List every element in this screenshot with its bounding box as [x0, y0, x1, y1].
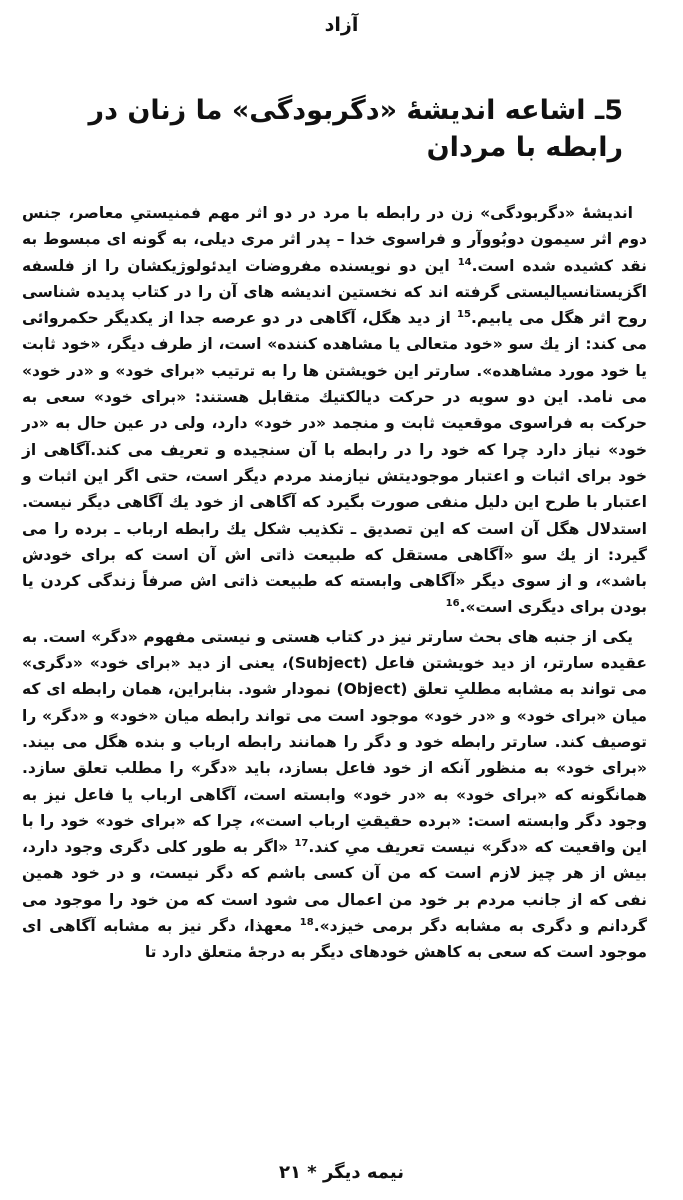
footnote-marker: 18 — [299, 916, 314, 928]
paragraph-text: معهذا، دگر نیز به مشابه آگاهی ای موجود است که سعی به کاهش خودهای دیگر به درجهٔ متعلق دارد تا — [22, 917, 647, 962]
paragraph-text: از دید هگل، آگاهی در دو عرصه جدا از یکدیگر حکمروائی می کند: از یك سو «خود متعالی یا مشاهده کننده» است، از طرف دیگر، «خود ثابت یا خود مورد مشاهده». سارتر این خویشتن ها را به ترتیب «برای خود» و «در خود» می نامد. این دو سویه در حرکت دیالکتیك متقابل هستند: «برای خود» سعی به حرکت به فراسوی موقعیت ثابت و منجمد «در خود» دارد، ولی در عین حال به «در خود» نیاز دارد چرا که خود را در رابطه با آن سنجیده و تعریف می کند.آگاهی از خود برای اثبات و اعتبار موجودیتش نیازمند مردم دیگر است، حتی اگر این اثبات و اعتبار با طرح این دلیل منفی صورت بگیرد که آگاهی از خود یك آگاهی دیگر نیست. استدلال هگل آن است که این تصدیق ـ تکذیب شکل یك رابطه ارباب ـ برده را می گیرد: از یك سو «آگاهی مستقل که طبیعت ذاتی اش آن است که برای خودش باشد»، و از سوی دیگر «آگاهی وابسته که طبیعت ذاتی اش صرفاً زندگی کردن یا بودن برای دیگری است». — [22, 309, 647, 617]
paragraph — [22, 624, 647, 966]
paragraph-text: «اگر به طور کلی دگری وجود دارد، بیش از هر چیز لازم است که من آن کسی باشم که دگر نیست، و در خود همین نفی که از جانب مردم بر خود من اعمال می شود است که من خود را موجود می گردانم و دگری به مشابه دگر برمی خیزد». — [22, 838, 647, 936]
section-heading: 5ـ اشاعه اندیشهٔ «دگربودگی» ما زنان در رابطه با مردان — [88, 95, 623, 163]
body-text — [22, 200, 647, 966]
footnote-marker: 14 — [457, 256, 472, 268]
footnote-marker: 16 — [445, 598, 460, 610]
paragraph-text: اندیشهٔ «دگربودگی» زن در رابطه با مرد در دو اثر مهم فمنیستیِ معاصر، جنس دوم اثر سیمون دوبُووآر و فراسوی خدا – پدر اثر مری دیلی، به گونه ای مبسوط به نقد کشیده شده است. — [22, 204, 647, 275]
paragraph-text: این دو نویسنده مفروضات ایدئولوژیکشان را از فلسفه اگزیستانسیالیستی گرفته اند که نخستین اندیشه های آن را در کتاب پدیده شناسی روح اثر هگل می یابیم. — [22, 256, 648, 328]
running-header: آزاد — [324, 14, 359, 36]
footnote-marker: 15 — [457, 309, 471, 321]
paragraph-text: یکی از جنبه های بحث سارتر نیز در کتاب هستی و نیستی مفهوم «دگر» است. به عقیده سارتر، از دید خویشتن فاعل (Subject)، یعنی از دید «برای خود» «دگری» می تواند به مشابه مطلبِ تعلق (Object) نمودار شود. بنابراین، همان رابطه ای که میان «برای خود» و «در خود» موجود است می تواند رابطه میان «خود» و «دگر» را توصیف کند. سارتر رابطه خود و دگر را همانند رابطه ارباب و بنده هگل می بیند. «برای خود» به منظور آنکه از خود فاعل بسازد، باید «دگر» را مطلب تعلق سازد. همانگونه که «برای خود» به «در خود» وابسته است، آگاهی ارباب یا فاعل نیز به وجود دگر وابسته است: «برده حقیقتِ ارباب است»، چرا که «برای خود» خود را با این واقعیت که «دگر» نیست تعریف میِ کند. — [22, 627, 647, 857]
footnote-marker: 17 — [294, 837, 309, 849]
page-footer: نیمه دیگر * ۲۱ — [279, 1162, 404, 1183]
paragraph — [22, 200, 647, 621]
